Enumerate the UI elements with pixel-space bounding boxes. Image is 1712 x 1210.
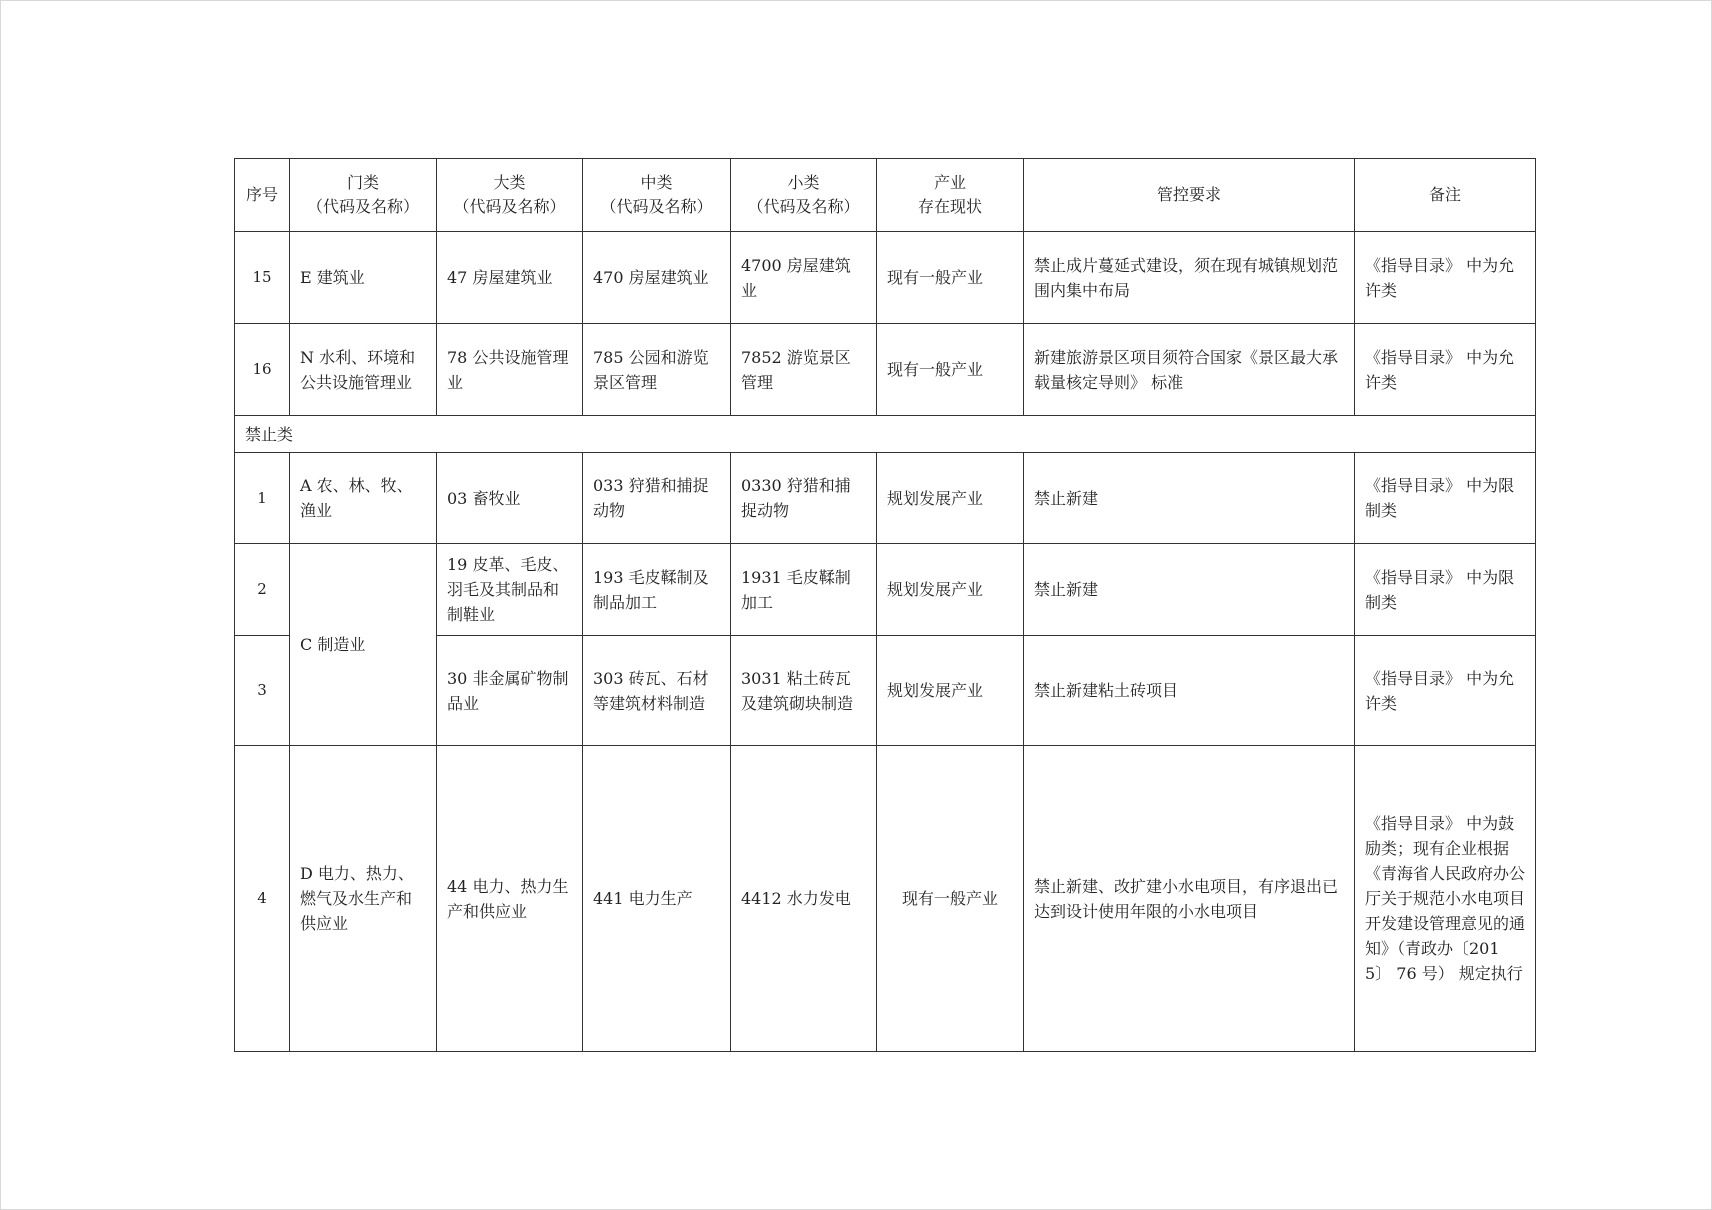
cell-seq: 2 <box>235 544 290 636</box>
industry-control-table <box>234 158 1536 1052</box>
cell-seq: 16 <box>235 324 290 416</box>
cell-major: 03 畜牧业 <box>437 453 583 544</box>
cell-status: 规划发展产业 <box>877 636 1024 746</box>
cell-medium: 441 电力生产 <box>583 746 731 1052</box>
header-note: 备注 <box>1355 159 1536 232</box>
table-row <box>235 453 1536 544</box>
cell-control: 禁止新建 <box>1024 544 1355 636</box>
header-medium <box>583 159 731 232</box>
section-label-prohibited: 禁止类 <box>235 416 1536 453</box>
cell-note: 《指导目录》 中为限制类 <box>1355 544 1536 636</box>
header-minor-sub: （代码及名称） <box>747 197 860 216</box>
cell-note: 《指导目录》 中为限制类 <box>1355 453 1536 544</box>
cell-status: 现有一般产业 <box>877 232 1024 324</box>
header-seq: 序号 <box>235 159 290 232</box>
section-row <box>235 416 1536 453</box>
header-minor-title: 小类 <box>787 173 820 192</box>
header-major-sub: （代码及名称） <box>453 197 566 216</box>
header-medium-title: 中类 <box>640 173 673 192</box>
table-row <box>235 544 1536 636</box>
cell-major: 78 公共设施管理业 <box>437 324 583 416</box>
cell-door: D 电力、热力、燃气及水生产和供应业 <box>290 746 437 1052</box>
header-door <box>290 159 437 232</box>
cell-medium: 303 砖瓦、石材等建筑材料制造 <box>583 636 731 746</box>
cell-medium: 193 毛皮鞣制及制品加工 <box>583 544 731 636</box>
cell-status: 现有一般产业 <box>877 324 1024 416</box>
cell-major: 47 房屋建筑业 <box>437 232 583 324</box>
cell-minor: 0330 狩猎和捕捉动物 <box>731 453 877 544</box>
cell-major: 44 电力、热力生产和供应业 <box>437 746 583 1052</box>
cell-medium: 785 公园和游览景区管理 <box>583 324 731 416</box>
cell-control: 禁止新建 <box>1024 453 1355 544</box>
cell-seq: 4 <box>235 746 290 1052</box>
cell-major: 19 皮革、毛皮、羽毛及其制品和制鞋业 <box>437 544 583 636</box>
cell-minor: 3031 粘土砖瓦及建筑砌块制造 <box>731 636 877 746</box>
cell-status: 现有一般产业 <box>877 746 1024 1052</box>
header-major <box>437 159 583 232</box>
cell-major: 30 非金属矿物制品业 <box>437 636 583 746</box>
cell-medium: 470 房屋建筑业 <box>583 232 731 324</box>
cell-minor: 1931 毛皮鞣制加工 <box>731 544 877 636</box>
header-control: 管控要求 <box>1024 159 1355 232</box>
cell-note: 《指导目录》 中为鼓励类；现有企业根据《青海省人民政府办公厅关于规范小水电项目开发建设管理意见的通知》（青政办〔2015〕 76 号） 规定执行 <box>1355 746 1536 1052</box>
table-row <box>235 324 1536 416</box>
cell-seq: 15 <box>235 232 290 324</box>
cell-minor: 7852 游览景区管理 <box>731 324 877 416</box>
cell-seq: 3 <box>235 636 290 746</box>
header-door-title: 门类 <box>346 173 379 192</box>
cell-note: 《指导目录》 中为允许类 <box>1355 324 1536 416</box>
cell-control: 禁止新建、改扩建小水电项目，有序退出已达到设计使用年限的小水电项目 <box>1024 746 1355 1052</box>
header-major-title: 大类 <box>493 173 526 192</box>
header-status-title: 产业 <box>933 173 966 192</box>
cell-note: 《指导目录》 中为允许类 <box>1355 636 1536 746</box>
table-row <box>235 746 1536 1052</box>
header-status-sub: 存在现状 <box>917 197 982 216</box>
header-status <box>877 159 1024 232</box>
header-door-sub: （代码及名称） <box>306 197 419 216</box>
cell-door: C 制造业 <box>290 544 437 746</box>
cell-seq: 1 <box>235 453 290 544</box>
cell-control: 新建旅游景区项目须符合国家《景区最大承载量核定导则》 标准 <box>1024 324 1355 416</box>
table-header-row <box>235 159 1536 232</box>
cell-note: 《指导目录》 中为允许类 <box>1355 232 1536 324</box>
cell-medium: 033 狩猎和捕捉动物 <box>583 453 731 544</box>
cell-door: E 建筑业 <box>290 232 437 324</box>
cell-minor: 4700 房屋建筑业 <box>731 232 877 324</box>
cell-control: 禁止新建粘土砖项目 <box>1024 636 1355 746</box>
cell-door: A 农、林、牧、渔业 <box>290 453 437 544</box>
cell-minor: 4412 水力发电 <box>731 746 877 1052</box>
header-minor <box>731 159 877 232</box>
cell-status: 规划发展产业 <box>877 544 1024 636</box>
cell-door: N 水利、环境和公共设施管理业 <box>290 324 437 416</box>
cell-control: 禁止成片蔓延式建设，须在现有城镇规划范围内集中布局 <box>1024 232 1355 324</box>
cell-status: 规划发展产业 <box>877 453 1024 544</box>
table-row <box>235 232 1536 324</box>
header-medium-sub: （代码及名称） <box>600 197 713 216</box>
